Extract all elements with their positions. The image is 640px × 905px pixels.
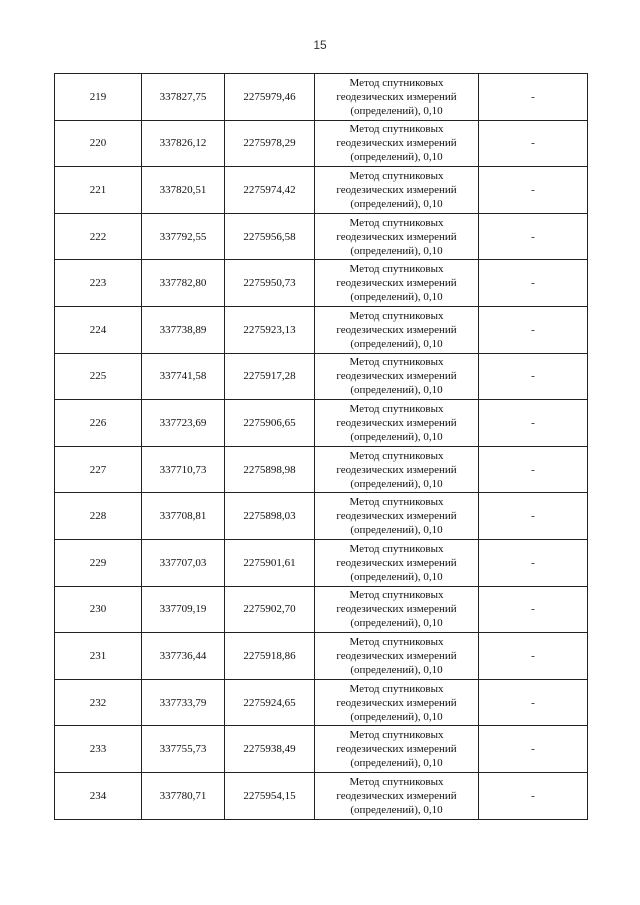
method-text-line: геодезических измерений [336, 743, 457, 756]
y-coordinate-cell: 2275979,46 [225, 74, 315, 121]
method-text-line: (определений), 0,10 [350, 384, 443, 397]
method-text-line: Метод спутниковых [349, 402, 444, 415]
point-number-cell: 220 [55, 120, 142, 167]
point-number-cell: 222 [55, 213, 142, 260]
point-number-cell: 224 [55, 306, 142, 353]
note-cell: - [479, 353, 588, 400]
table-row [55, 539, 588, 586]
method-text-line: Метод спутниковых [349, 729, 444, 742]
method-cell [315, 586, 479, 633]
y-coordinate-cell: 2275918,86 [225, 633, 315, 680]
method-text-line: Метод спутниковых [349, 775, 444, 788]
x-coordinate-cell: 337733,79 [142, 679, 225, 726]
method-text-line: Метод спутниковых [349, 589, 444, 602]
note-cell: - [479, 306, 588, 353]
method-text-line: Метод спутниковых [349, 76, 444, 89]
x-coordinate-cell: 337709,19 [142, 586, 225, 633]
note-cell: - [479, 167, 588, 214]
method-cell [315, 446, 479, 493]
method-text-line: (определений), 0,10 [350, 244, 443, 257]
method-cell [315, 493, 479, 540]
note-cell: - [479, 120, 588, 167]
method-cell [315, 633, 479, 680]
note-cell: - [479, 260, 588, 307]
y-coordinate-cell: 2275898,03 [225, 493, 315, 540]
table-row [55, 679, 588, 726]
method-text-line: Метод спутниковых [349, 542, 444, 555]
x-coordinate-cell: 337780,71 [142, 772, 225, 819]
table-row [55, 726, 588, 773]
y-coordinate-cell: 2275950,73 [225, 260, 315, 307]
note-cell: - [479, 400, 588, 447]
method-text-line: Метод спутниковых [349, 263, 444, 276]
method-cell [315, 306, 479, 353]
note-cell: - [479, 586, 588, 633]
coordinates-table [54, 73, 588, 820]
y-coordinate-cell: 2275954,15 [225, 772, 315, 819]
x-coordinate-cell: 337792,55 [142, 213, 225, 260]
method-text-line: геодезических измерений [336, 230, 457, 243]
y-coordinate-cell: 2275924,65 [225, 679, 315, 726]
method-cell [315, 120, 479, 167]
method-text-line: геодезических измерений [336, 323, 457, 336]
method-text-line: геодезических измерений [336, 137, 457, 150]
method-text-line: (определений), 0,10 [350, 151, 443, 164]
method-text-line: (определений), 0,10 [350, 570, 443, 583]
point-number-cell: 227 [55, 446, 142, 493]
x-coordinate-cell: 337741,58 [142, 353, 225, 400]
note-cell: - [479, 493, 588, 540]
method-cell [315, 353, 479, 400]
method-text-line: геодезических измерений [336, 416, 457, 429]
y-coordinate-cell: 2275923,13 [225, 306, 315, 353]
point-number-cell: 233 [55, 726, 142, 773]
method-text-line: (определений), 0,10 [350, 291, 443, 304]
method-text-line: Метод спутниковых [349, 635, 444, 648]
method-text-line: геодезических измерений [336, 696, 457, 709]
point-number-cell: 231 [55, 633, 142, 680]
y-coordinate-cell: 2275902,70 [225, 586, 315, 633]
point-number-cell: 219 [55, 74, 142, 121]
method-text-line: (определений), 0,10 [350, 617, 443, 630]
x-coordinate-cell: 337736,44 [142, 633, 225, 680]
x-coordinate-cell: 337827,75 [142, 74, 225, 121]
table-row [55, 493, 588, 540]
point-number-cell: 228 [55, 493, 142, 540]
method-text-line: (определений), 0,10 [350, 477, 443, 490]
x-coordinate-cell: 337708,81 [142, 493, 225, 540]
method-cell [315, 167, 479, 214]
y-coordinate-cell: 2275917,28 [225, 353, 315, 400]
table-row [55, 120, 588, 167]
method-text-line: геодезических измерений [336, 370, 457, 383]
x-coordinate-cell: 337755,73 [142, 726, 225, 773]
method-cell [315, 539, 479, 586]
method-text-line: (определений), 0,10 [350, 524, 443, 537]
method-text-line: Метод спутниковых [349, 449, 444, 462]
table-row [55, 586, 588, 633]
point-number-cell: 223 [55, 260, 142, 307]
method-text-line: геодезических измерений [336, 463, 457, 476]
method-text-line: геодезических измерений [336, 556, 457, 569]
point-number-cell: 230 [55, 586, 142, 633]
table-row [55, 167, 588, 214]
table-row [55, 772, 588, 819]
note-cell: - [479, 633, 588, 680]
y-coordinate-cell: 2275956,58 [225, 213, 315, 260]
method-cell [315, 260, 479, 307]
method-cell [315, 726, 479, 773]
method-text-line: (определений), 0,10 [350, 430, 443, 443]
x-coordinate-cell: 337723,69 [142, 400, 225, 447]
method-text-line: геодезических измерений [336, 183, 457, 196]
x-coordinate-cell: 337707,03 [142, 539, 225, 586]
y-coordinate-cell: 2275938,49 [225, 726, 315, 773]
method-text-line: (определений), 0,10 [350, 757, 443, 770]
method-cell [315, 213, 479, 260]
note-cell: - [479, 446, 588, 493]
point-number-cell: 225 [55, 353, 142, 400]
x-coordinate-cell: 337782,80 [142, 260, 225, 307]
note-cell: - [479, 539, 588, 586]
table-row [55, 213, 588, 260]
point-number-cell: 232 [55, 679, 142, 726]
note-cell: - [479, 726, 588, 773]
method-text-line: Метод спутниковых [349, 309, 444, 322]
method-text-line: геодезических измерений [336, 789, 457, 802]
point-number-cell: 221 [55, 167, 142, 214]
table-row [55, 400, 588, 447]
x-coordinate-cell: 337820,51 [142, 167, 225, 214]
point-number-cell: 226 [55, 400, 142, 447]
table-row [55, 306, 588, 353]
method-text-line: (определений), 0,10 [350, 104, 443, 117]
y-coordinate-cell: 2275974,42 [225, 167, 315, 214]
method-text-line: Метод спутниковых [349, 123, 444, 136]
method-cell [315, 74, 479, 121]
y-coordinate-cell: 2275898,98 [225, 446, 315, 493]
method-text-line: геодезических измерений [336, 510, 457, 523]
note-cell: - [479, 74, 588, 121]
x-coordinate-cell: 337710,73 [142, 446, 225, 493]
y-coordinate-cell: 2275906,65 [225, 400, 315, 447]
point-number-cell: 234 [55, 772, 142, 819]
table-row [55, 446, 588, 493]
table-row [55, 633, 588, 680]
method-cell [315, 772, 479, 819]
table-row [55, 74, 588, 121]
method-text-line: геодезических измерений [336, 603, 457, 616]
method-text-line: геодезических измерений [336, 90, 457, 103]
y-coordinate-cell: 2275978,29 [225, 120, 315, 167]
method-text-line: Метод спутниковых [349, 682, 444, 695]
method-text-line: (определений), 0,10 [350, 337, 443, 350]
method-text-line: геодезических измерений [336, 649, 457, 662]
note-cell: - [479, 213, 588, 260]
table-body [55, 74, 588, 820]
x-coordinate-cell: 337738,89 [142, 306, 225, 353]
method-text-line: (определений), 0,10 [350, 710, 443, 723]
method-text-line: (определений), 0,10 [350, 803, 443, 816]
method-text-line: (определений), 0,10 [350, 663, 443, 676]
method-text-line: Метод спутниковых [349, 356, 444, 369]
note-cell: - [479, 679, 588, 726]
method-cell [315, 400, 479, 447]
note-cell: - [479, 772, 588, 819]
y-coordinate-cell: 2275901,61 [225, 539, 315, 586]
method-text-line: Метод спутниковых [349, 169, 444, 182]
method-text-line: (определений), 0,10 [350, 197, 443, 210]
method-cell [315, 679, 479, 726]
table-row [55, 353, 588, 400]
page-number: 15 [313, 38, 327, 52]
method-text-line: геодезических измерений [336, 277, 457, 290]
point-number-cell: 229 [55, 539, 142, 586]
method-text-line: Метод спутниковых [349, 216, 444, 229]
x-coordinate-cell: 337826,12 [142, 120, 225, 167]
table-row [55, 260, 588, 307]
method-text-line: Метод спутниковых [349, 496, 444, 509]
